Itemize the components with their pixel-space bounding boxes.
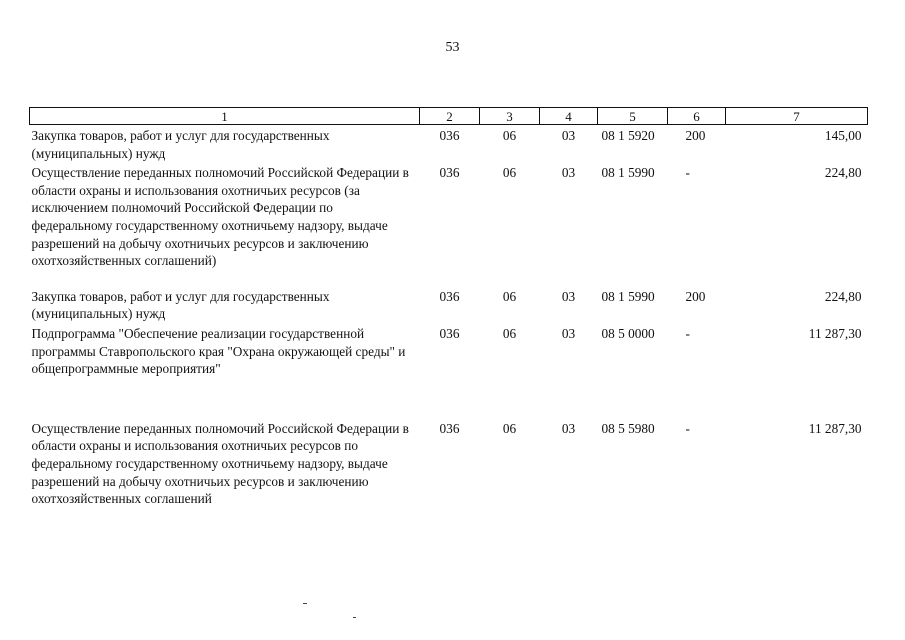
row-section-code: 06 <box>502 420 517 436</box>
row-subsection-code: 03 <box>561 288 576 304</box>
column-header-6: 6 <box>668 108 726 125</box>
row-expense-type: - <box>685 165 690 181</box>
row-amount: 11 287,30 <box>808 325 862 341</box>
table-row <box>30 286 868 323</box>
row-subsection-code: 03 <box>561 128 576 143</box>
column-header-1: 1 <box>30 108 420 125</box>
row-target-article: 08 5 5980 <box>601 420 655 436</box>
column-header-5: 5 <box>598 108 668 125</box>
row-subsection-code: 03 <box>561 420 576 436</box>
row-target-article: 08 1 5990 <box>601 288 655 304</box>
row-description: Осуществление переданных полномочий Российской Федерации в области охраны и использования охотничьих ресурсов по федеральному государственному охотничьему надзору, выдаче разрешений на добычу охотничьих ресурсов и заключению охотхозяйственных соглашений <box>31 420 409 507</box>
row-expense-type: - <box>685 420 690 436</box>
row-ministry-code: 036 <box>439 128 460 143</box>
table-row <box>30 162 868 286</box>
table-row <box>30 418 868 508</box>
page-number: 53 <box>445 40 460 55</box>
row-target-article: 08 1 5920 <box>601 128 655 143</box>
column-header-4: 4 <box>540 108 598 125</box>
row-section-code: 06 <box>502 128 517 143</box>
row-amount: 224,80 <box>824 165 862 181</box>
row-amount: 11 287,30 <box>808 420 862 436</box>
row-ministry-code: 036 <box>439 288 460 304</box>
row-amount: 224,80 <box>824 288 862 304</box>
row-description: Подпрограмма "Обеспечение реализации государственной программы Ставропольского края "Охрана окружающей среды" и общепрограммные мероприятия" <box>31 325 406 377</box>
column-header-2: 2 <box>420 108 480 125</box>
row-target-article: 08 5 0000 <box>601 325 655 341</box>
table-row <box>30 125 868 163</box>
column-number-header-row <box>30 108 868 125</box>
row-expense-type: - <box>685 325 690 341</box>
row-section-code: 06 <box>502 165 517 181</box>
table-row <box>30 323 868 418</box>
row-section-code: 06 <box>502 288 517 304</box>
column-header-3: 3 <box>480 108 540 125</box>
row-target-article: 08 1 5990 <box>601 165 655 181</box>
row-subsection-code: 03 <box>561 325 576 341</box>
row-section-code: 06 <box>502 325 517 341</box>
row-expense-type: 200 <box>685 128 706 143</box>
column-header-7: 7 <box>726 108 868 125</box>
row-description: Закупка товаров, работ и услуг для государственных (муниципальных) нужд <box>31 128 330 161</box>
row-ministry-code: 036 <box>439 325 460 341</box>
row-amount: 145,00 <box>824 128 862 143</box>
scan-artifact-mark <box>303 603 307 604</box>
row-subsection-code: 03 <box>561 165 576 181</box>
row-description: Осуществление переданных полномочий Российской Федерации в области охраны и использования охотничьих ресурсов (за исключением полномочий Российской Федерации по федеральному государственному охотничьему надзору, выдаче разрешений на добычу охотничьих ресурсов и заключению охотхозяйственных соглашений) <box>31 165 409 269</box>
row-ministry-code: 036 <box>439 420 460 436</box>
budget-table <box>29 107 868 508</box>
row-expense-type: 200 <box>685 288 706 304</box>
scan-artifact-mark <box>353 617 356 618</box>
row-ministry-code: 036 <box>439 165 460 181</box>
row-description: Закупка товаров, работ и услуг для государственных (муниципальных) нужд <box>31 288 330 322</box>
